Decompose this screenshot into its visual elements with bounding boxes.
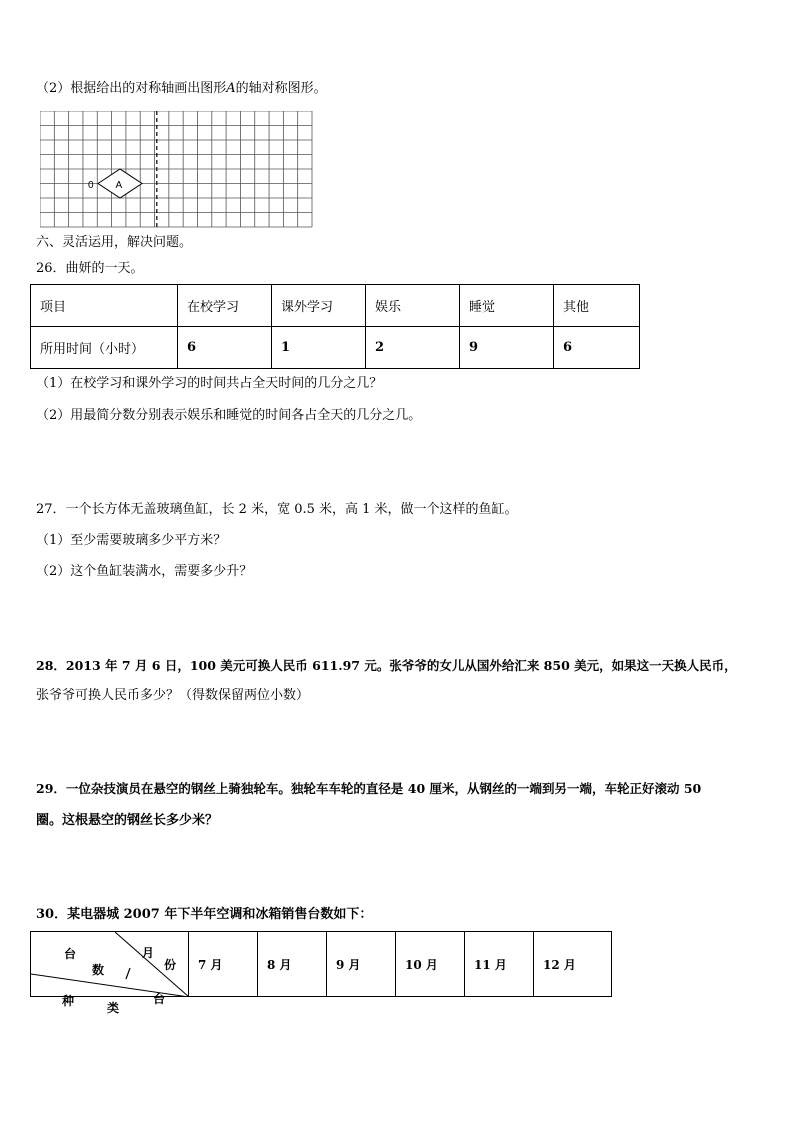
q26-header-cell: 在校学习 [178,285,272,327]
q26-data-cell: 2 [366,327,460,369]
q30-header-row [31,932,612,997]
axis-question-text: （2）根据给出的对称轴画出图形 [36,81,227,96]
diag-label-zhong: 种 [62,994,75,1008]
q26-header-row [31,285,640,327]
q30-month-cell: 11 月 [465,932,534,997]
q29-line1: 29．一位杂技演员在悬空的钢丝上骑独轮车。独轮车车轮的直径是 40 厘米，从钢丝的一端到另一端，车轮正好滚动 50 [36,781,702,796]
q26-data-cell: 9 [460,327,554,369]
grid-figure [40,111,316,229]
q26-title: 26．曲妍的一天。 [36,261,144,276]
q26-data-cell: 1 [272,327,366,369]
diag-label-shu: 数 [92,963,105,977]
diag-label-yue: 月 [142,946,155,960]
grid-zero-label: 0 [88,180,94,191]
q26-data-cell: 6 [554,327,640,369]
q26-sub2: （2）用最简分数分别表示娱乐和睡觉的时间各占全天的几分之几。 [36,408,422,423]
shape-letter: A [226,81,236,96]
axis-question-text-after: 的轴对称图形。 [235,81,327,96]
q26-table [30,284,640,369]
q27-sub1: （1）至少需要玻璃多少平方米？ [36,533,227,548]
q30-month-cell: 9 月 [327,932,396,997]
q30-month-cell: 8 月 [258,932,327,997]
diag-label-tai2: 台 [153,992,166,1006]
q26-sub1: （1）在校学习和课外学习的时间共占全天时间的几分之几？ [36,376,383,391]
q26-header-cell: 项目 [31,285,178,327]
q30-table [30,931,612,1015]
q26-data-row [31,327,640,369]
q27-sub2: （2）这个鱼缸装满水，需要多少升？ [36,564,253,579]
q30-diagonal-header [31,932,189,1015]
diag-label-lei: 类 [107,1001,120,1015]
q30-month-cell: 12 月 [534,932,612,997]
q26-header-cell: 其他 [554,285,640,327]
diag-label-fen: 份 [164,958,177,972]
section-heading: 六、灵活运用，解决问题。 [36,235,193,250]
q26-data-cell: 6 [178,327,272,369]
q27-title: 27．一个长方体无盖玻璃鱼缸，长 2 米，宽 0.5 米，高 1 米，做一个这样的鱼缸。 [36,502,518,517]
q26-header-cell: 课外学习 [272,285,366,327]
q30-month-cell: 10 月 [396,932,465,997]
q29-line2: 圈。这根悬空的钢丝长多少米？ [36,813,219,828]
q26-header-cell: 娱乐 [366,285,460,327]
q30-month-cell: 7 月 [189,932,258,997]
shape-a-label: A [115,180,123,191]
q30-title: 30．某电器城 2007 年下半年空调和冰箱销售台数如下： [36,907,373,922]
q28-line1: 28．2013 年 7 月 6 日，100 美元可换人民币 611.97 元。张爷爷的女儿从国外给汇来 850 美元，如果这一天换人民币， [36,658,737,673]
q26-header-cell: 睡觉 [460,285,554,327]
q26-data-cell: 所用时间（小时） [31,327,178,369]
diag-label-tai: 台 [64,947,77,961]
q28-line2: 张爷爷可换人民币多少？（得数保留两位小数） [36,688,310,703]
axis-question [36,80,327,98]
